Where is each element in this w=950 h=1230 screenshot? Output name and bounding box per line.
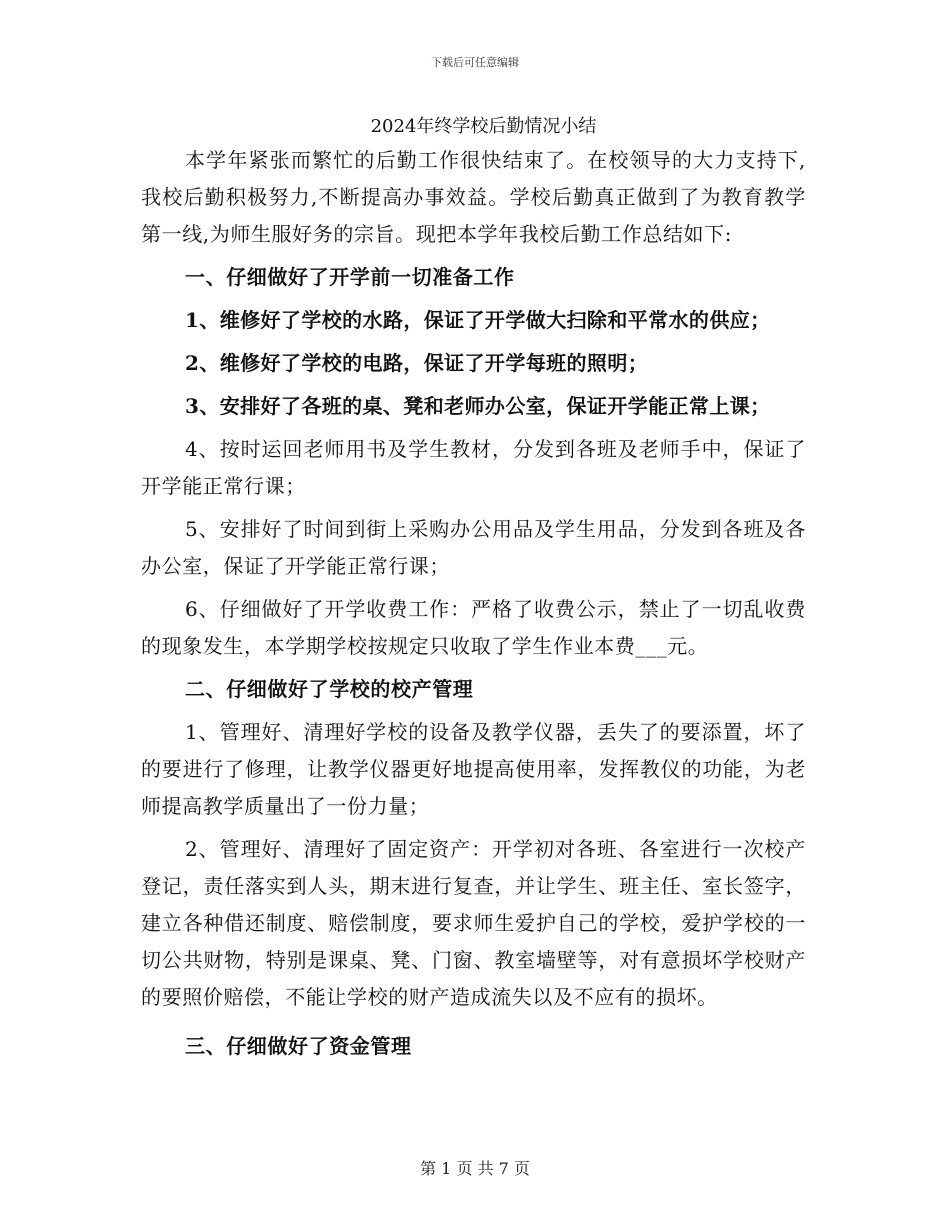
document-body bbox=[141, 112, 806, 1065]
section-2-item-1: 1、管理好、清理好学校的设备及教学仪器，丢失了的要添置，坏了的要进行了修理，让教学仪器更好地提高使用率，发挥教仪的功能，为老师提高教学质量出了一份力量； bbox=[141, 720, 806, 818]
page-footer: 第 1 页 共 7 页 bbox=[420, 1159, 530, 1178]
document-title: 2024年终学校后勤情况小结 bbox=[370, 116, 597, 137]
section-1-item-6: 6、仔细做好了开学收费工作：严格了收费公示，禁止了一切乱收费的现象发生，本学期学校按规定只收取了学生作业本费___元。 bbox=[141, 597, 806, 658]
section-2-item-2: 2、管理好、清理好了固定资产：开学初对各班、各室进行一次校产登记，责任落实到人头，期末进行复查，并让学生、班主任、室长签字，建立各种借还制度、赔偿制度，要求师生爱护自己的学校，爱护学校的一切公共财物，特别是课桌、凳、门窗、教室墙壁等，对有意损坏学校财产的要照价赔偿，不能让学校的财产造成流失以及不应有的损坏。 bbox=[141, 837, 806, 1009]
intro-paragraph: 本学年紧张而繁忙的后勤工作很快结束了。在校领导的大力支持下,我校后勤积极努力,不断提高办事效益。学校后勤真正做到了为教育教学第一线,为师生服好务的宗旨。现把本学年我校后勤工作总结如下: bbox=[141, 148, 806, 246]
header-note: 下载后可任意编辑 bbox=[431, 56, 519, 69]
section-1-item-3: 3、安排好了各班的桌、凳和老师办公室，保证开学能正常上课； bbox=[185, 394, 771, 418]
section-1-heading: 一、仔细做好了开学前一切准备工作 bbox=[185, 265, 515, 289]
section-3-heading: 三、仔细做好了资金管理 bbox=[185, 1034, 412, 1058]
section-1-item-2: 2、维修好了学校的电路，保证了开学每班的照明； bbox=[185, 351, 649, 375]
section-1-item-4: 4、按时运回老师用书及学生教材，分发到各班及老师手中，保证了开学能正常行课； bbox=[141, 437, 806, 498]
section-2-heading: 二、仔细做好了学校的校产管理 bbox=[185, 677, 474, 701]
section-1-item-5: 5、安排好了时间到街上采购办公用品及学生用品，分发到各班及各办公室，保证了开学能正常行课； bbox=[141, 517, 806, 578]
section-1-item-1: 1、维修好了学校的水路，保证了开学做大扫除和平常水的供应； bbox=[185, 308, 771, 332]
